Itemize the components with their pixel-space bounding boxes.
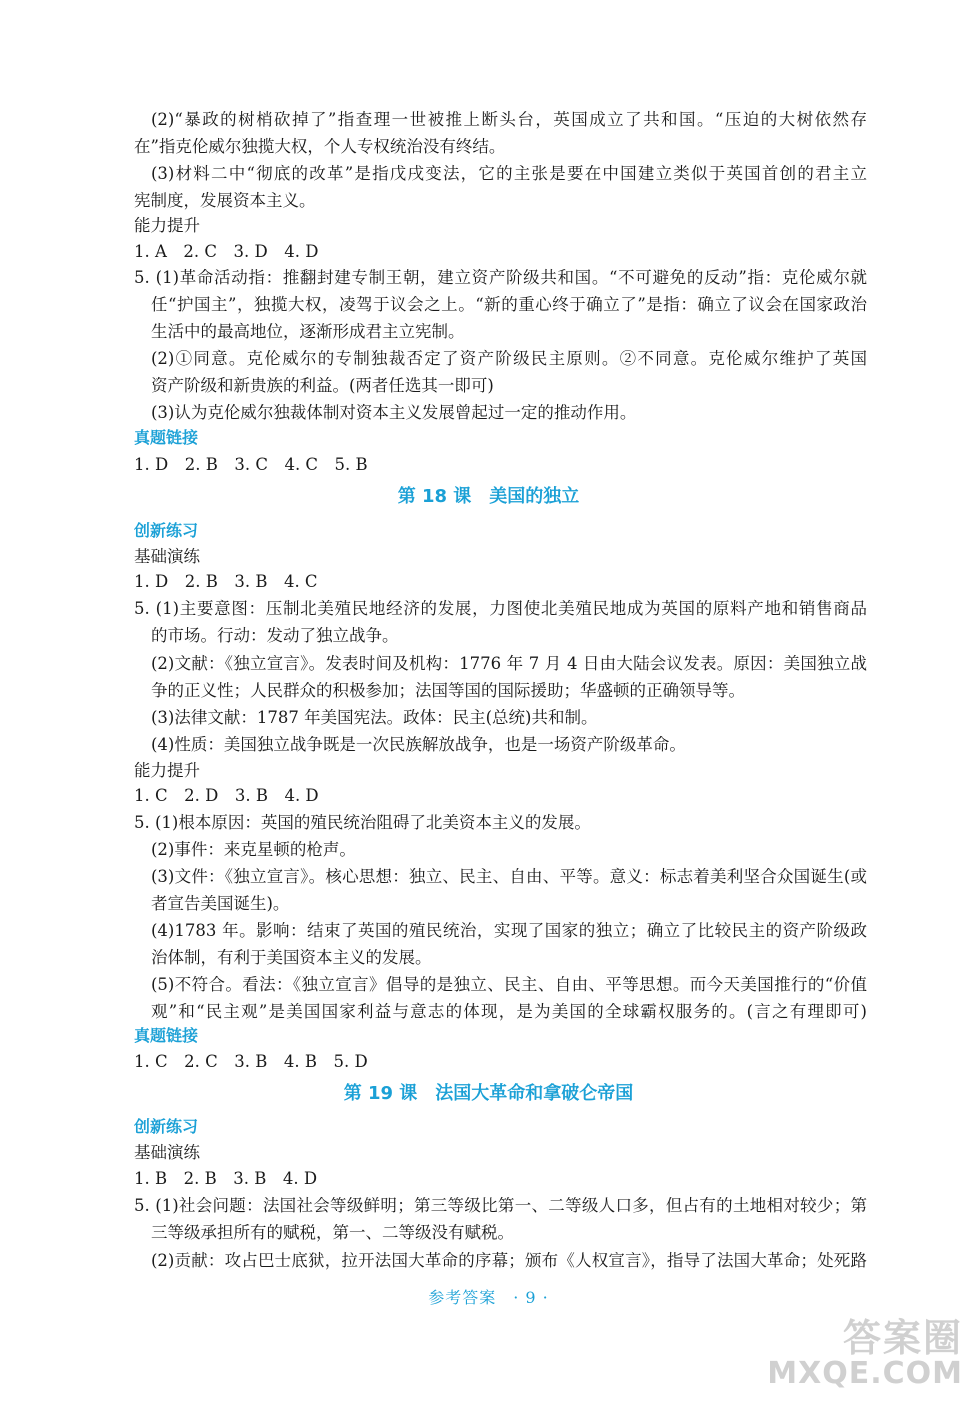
text-line: 者宣告美国诞生)。: [151, 894, 290, 913]
lesson-title: 第 19 课 法国大革命和拿破仑帝国: [343, 1083, 634, 1104]
section-heading: 真题链接: [134, 428, 199, 447]
text-line: 三等级承担所有的赋税，第一、二等级没有赋税。: [151, 1223, 514, 1242]
answer-line: 1. B 2. B 3. B 4. D: [134, 1169, 318, 1188]
answer-line: 1. A 2. C 3. D 4. D: [134, 242, 319, 261]
text-line: (3)文件：《独立宣言》。核心思想：独立、民主、自由、平等。意义：标志着美利坚合众国诞生(或: [151, 867, 867, 886]
section-heading: 创新练习: [134, 521, 199, 540]
watermark-bottom: MXQE.COM: [767, 1356, 963, 1391]
text-line: (4)1783 年。影响：结束了英国的殖民统治，实现了国家的独立；确立了比较民主的资产阶级政: [151, 921, 867, 940]
text-line: 任“护国主”，独揽大权，凌驾于议会之上。“新的重心终于确立了”是指：确立了议会在国家政治: [151, 295, 867, 314]
answer-line: 1. C 2. C 3. B 4. B 5. D: [134, 1052, 368, 1071]
watermark-logo: [767, 1318, 963, 1394]
text-line: 宪制度，发展资本主义。: [134, 191, 316, 210]
text-line: 5. (1)主要意图：压制北美殖民地经济的发展，力图使北美殖民地成为英国的原料产地和销售商品: [134, 599, 867, 618]
text-line: (4)性质：美国独立战争既是一次民族解放战争，也是一场资产阶级革命。: [151, 735, 686, 754]
subsection-label: 能力提升: [134, 761, 200, 780]
subsection-label: 能力提升: [134, 216, 200, 235]
text-line: (2)“暴政的树梢砍掉了”指查理一世被推上断头台，英国成立了共和国。“压迫的大树依然存: [151, 110, 867, 129]
subsection-label: 基础演练: [134, 547, 200, 566]
text-line: 5. (1)社会问题：法国社会等级鲜明；第三等级比第一、二等级人口多，但占有的土地相对较少；第: [134, 1196, 867, 1215]
text-line: 观”和“民主观”是美国国家利益与意志的体现，是为美国的全球霸权服务的。(言之有理即可): [151, 1002, 867, 1021]
answer-line: 1. D 2. B 3. B 4. C: [134, 572, 318, 591]
watermark-top: 答案圈: [842, 1316, 963, 1360]
page-footer: 参考答案 · 9 ·: [428, 1288, 549, 1307]
text-line: (3)法律文献：1787 年美国宪法。政体：民主(总统)共和制。: [151, 708, 598, 727]
answer-line: 1. C 2. D 3. B 4. D: [134, 786, 319, 805]
section-heading: 真题链接: [134, 1026, 199, 1045]
lesson-title: 第 18 课 美国的独立: [397, 486, 580, 507]
text-line: (3)认为克伦威尔独裁体制对资本主义发展曾起过一定的推动作用。: [151, 403, 637, 422]
text-line: 的市场。行动：发动了独立战争。: [151, 626, 399, 645]
text-line: 争的正义性；人民群众的积极参加；法国等国的国际援助；华盛顿的正确领导等。: [151, 681, 745, 700]
answer-line: 1. D 2. B 3. C 4. C 5. B: [134, 455, 368, 474]
text-line: 在”指克伦威尔独揽大权，个人专权统治没有终结。: [134, 137, 506, 156]
text-line: 5. (1)根本原因：英国的殖民统治阻碍了北美资本主义的发展。: [134, 813, 591, 832]
text-line: 生活中的最高地位，逐渐形成君主立宪制。: [151, 322, 465, 341]
text-line: (2)文献：《独立宣言》。发表时间及机构：1776 年 7 月 4 日由大陆会议发表。原因：美国独立战: [151, 654, 867, 673]
text-line: 资产阶级和新贵族的利益。(两者任选其一即可): [151, 376, 494, 395]
section-heading: 创新练习: [134, 1117, 199, 1136]
text-line: 5. (1)革命活动指：推翻封建专制王朝，建立资产阶级共和国。“不可避免的反动”指：克伦威尔就: [134, 268, 867, 287]
text-line: (2)事件：来克星顿的枪声。: [151, 840, 356, 859]
text-line: (2)贡献：攻占巴士底狱，拉开法国大革命的序幕；颁布《人权宣言》，指导了法国大革命；处死路: [151, 1251, 867, 1270]
text-line: (2)①同意。克伦威尔的专制独裁否定了资产阶级民主原则。②不同意。克伦威尔维护了英国: [151, 349, 867, 368]
text-line: (3)材料二中“彻底的改革”是指戊戌变法，它的主张是要在中国建立类似于英国首创的君主立: [151, 164, 867, 183]
text-line: (5)不符合。看法：《独立宣言》倡导的是独立、民主、自由、平等思想。而今天美国推行的“价值: [151, 975, 867, 994]
subsection-label: 基础演练: [134, 1143, 200, 1162]
text-line: 治体制，有利于美国资本主义的发展。: [151, 948, 432, 967]
